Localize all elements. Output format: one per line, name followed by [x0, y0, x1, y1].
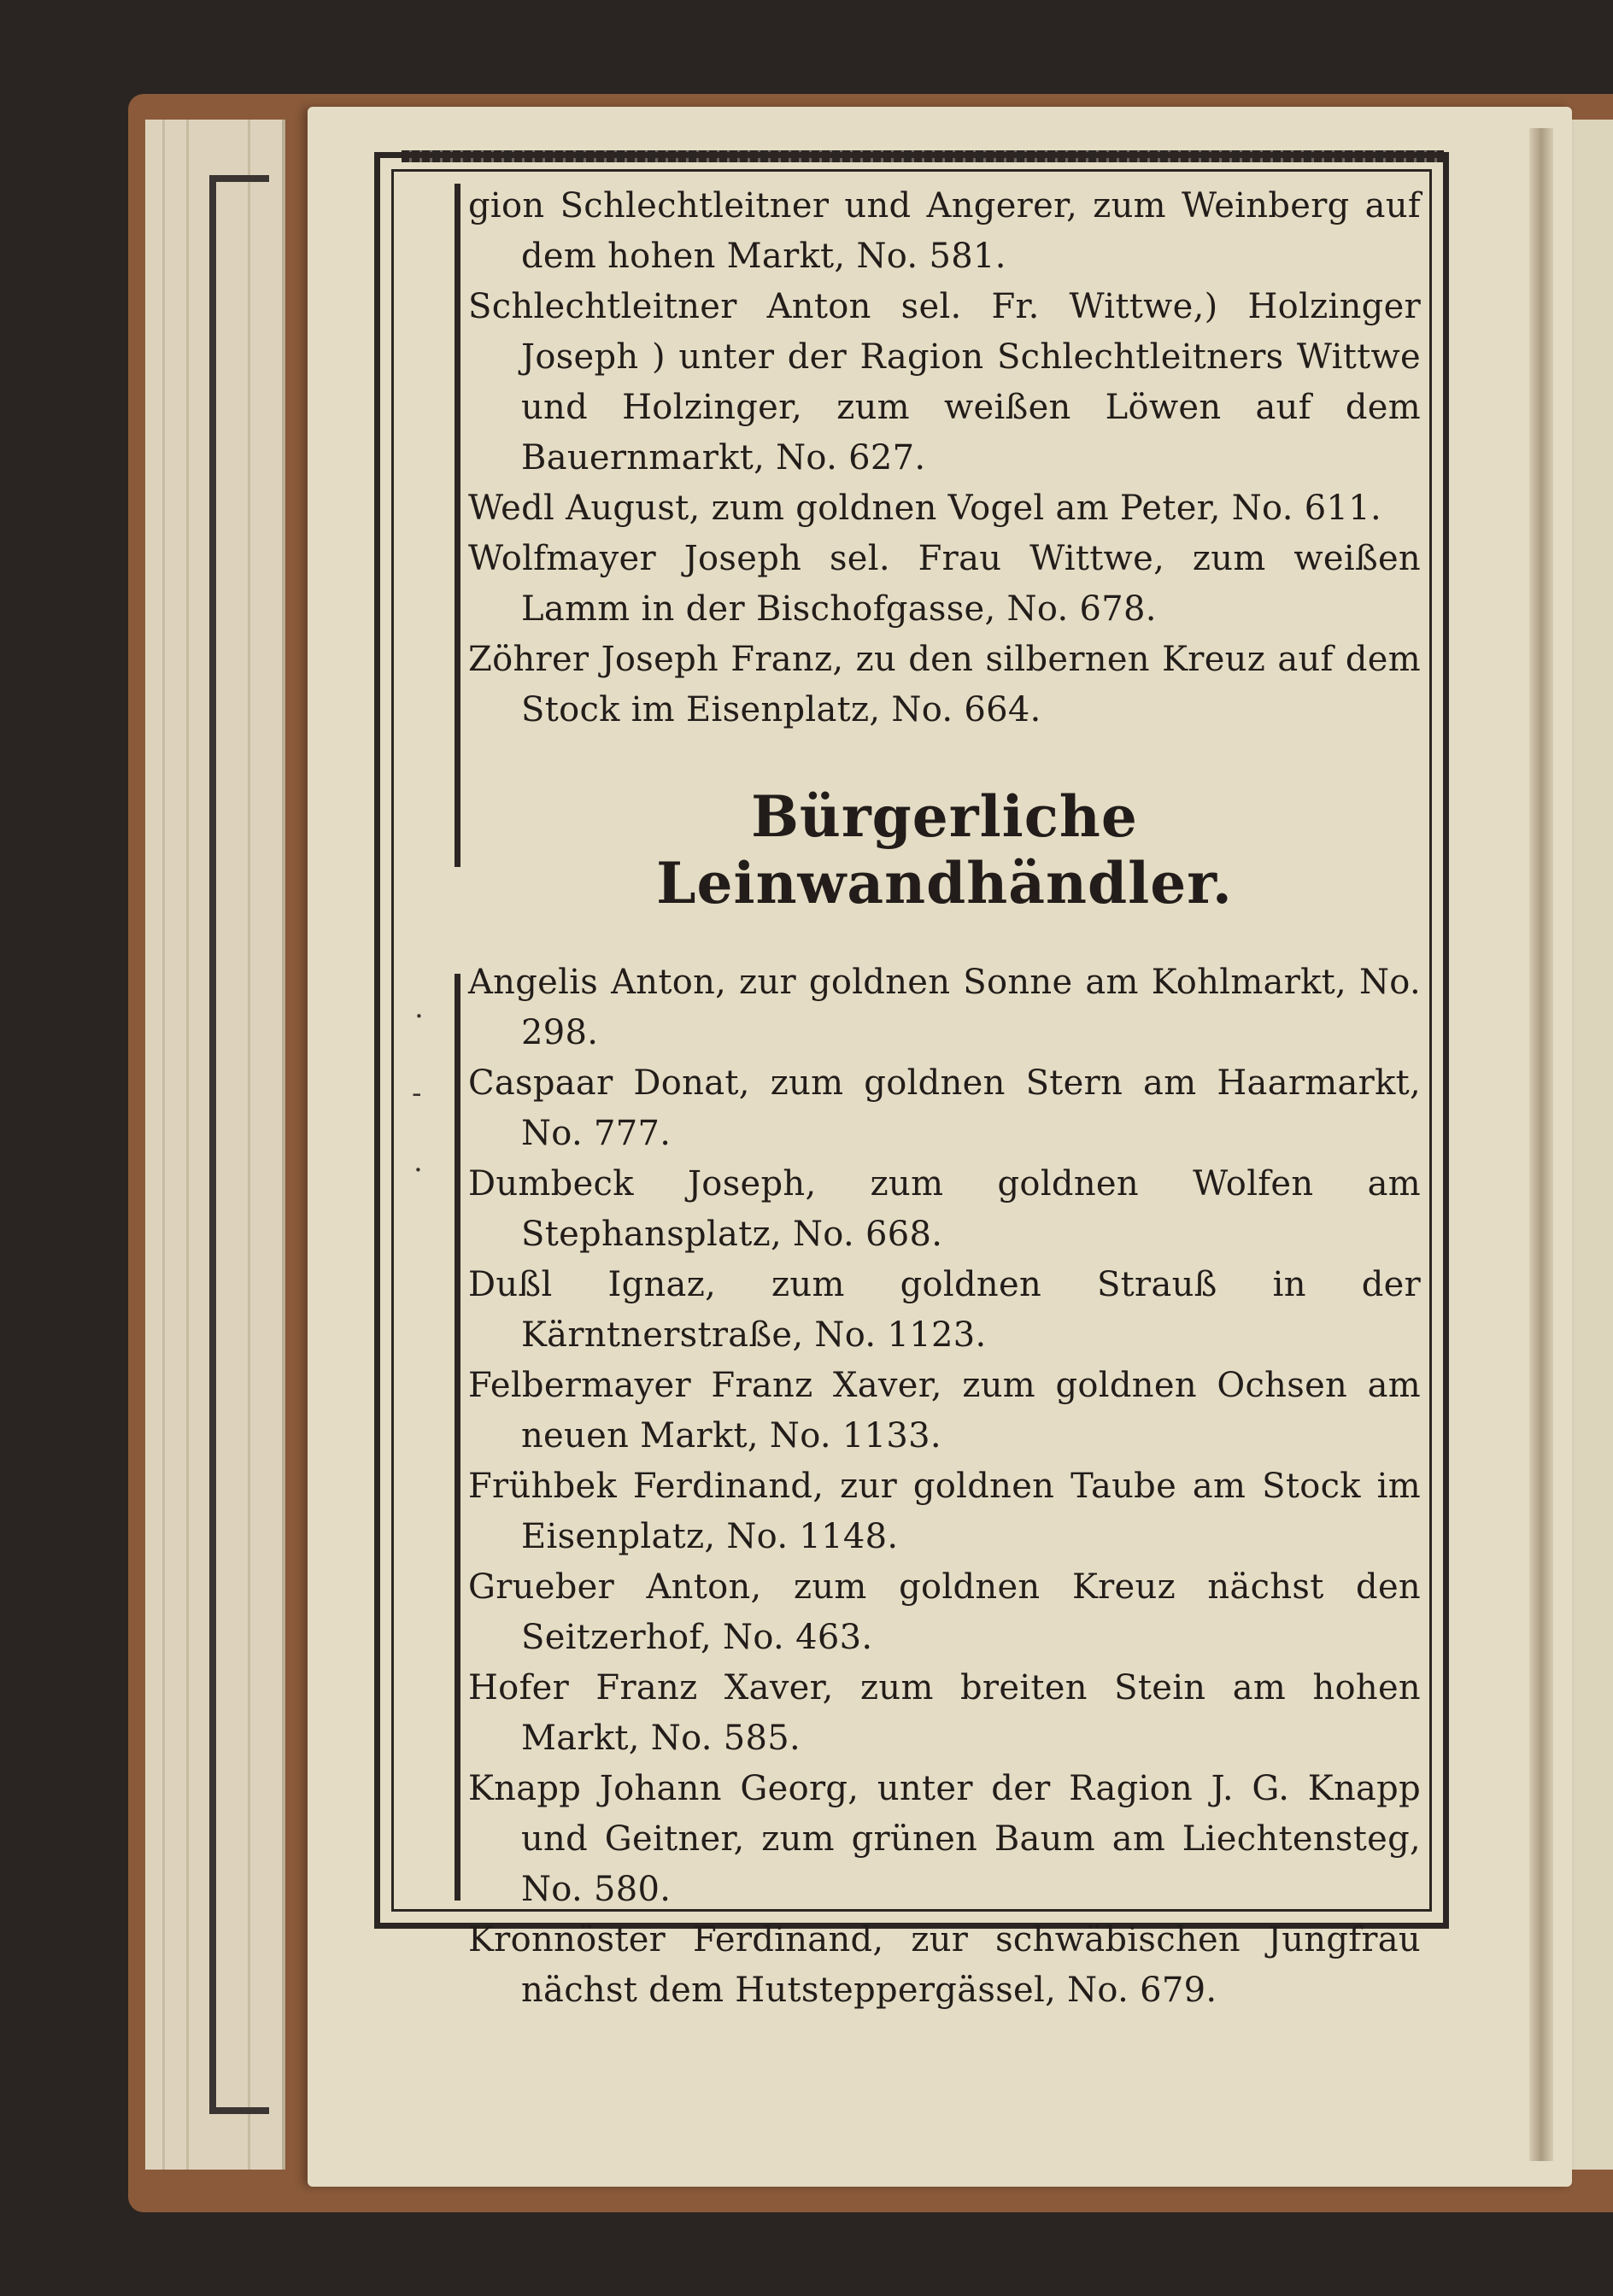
merchant-list-continued — [468, 181, 1421, 735]
linen-merchants-list — [468, 958, 1421, 2016]
list-entry: Zöhrer Joseph Franz, zu den silbernen Kreuz auf dem Stock im Eisenplatz, No. 664. — [468, 640, 1421, 729]
list-entry: Wolfmayer Joseph sel. Frau Wittwe, zum weißen Lamm in der Bischofgasse, No. 678. — [468, 539, 1421, 629]
margin-mark: . — [414, 991, 424, 1025]
list-entry: Hofer Franz Xaver, zum breiten Stein am hohen Markt, No. 585. — [468, 1668, 1421, 1758]
list-entry: Dumbeck Joseph, zum goldnen Wolfen am Stephansplatz, No. 668. — [468, 1164, 1421, 1254]
page-content — [468, 181, 1421, 2016]
section-heading: Bürgerliche Leinwandhändler. — [656, 783, 1233, 917]
margin-mark: - — [412, 1076, 422, 1110]
list-entry: gion Schlechtleitner und Angerer, zum Weinberg auf dem hohen Markt, No. 581. — [468, 186, 1421, 276]
list-entry: Kronnöster Ferdinand, zur schwäbischen Jungfrau nächst dem Hutsteppergässel, No. 679. — [468, 1920, 1421, 2010]
list-entry: Frühbek Ferdinand, zur goldnen Taube am Stock im Eisenplatz, No. 1148. — [468, 1467, 1421, 1556]
margin-mark: . — [414, 1145, 423, 1179]
list-entry: Dußl Ignaz, zum goldnen Strauß in der Kärntnerstraße, No. 1123. — [468, 1265, 1421, 1355]
list-entry: Angelis Anton, zur goldnen Sonne am Kohlmarkt, No. 298. — [468, 963, 1421, 1052]
list-entry: Caspaar Donat, zum goldnen Stern am Haarmarkt, No. 777. — [468, 1063, 1421, 1153]
page-gutter — [1529, 128, 1553, 2161]
list-entry: Felbermayer Franz Xaver, zum goldnen Ochsen am neuen Markt, No. 1133. — [468, 1366, 1421, 1456]
list-entry: Grueber Anton, zum goldnen Kreuz nächst den Seitzerhof, No. 463. — [468, 1567, 1421, 1657]
underlying-page-frame — [209, 175, 269, 2114]
page-edge-line — [162, 120, 165, 2170]
column-rule-upper — [455, 184, 460, 867]
page-edge-line — [186, 120, 189, 2170]
column-rule-lower — [455, 974, 460, 1901]
list-entry: Knapp Johann Georg, unter der Ragion J. G. Knapp und Geitner, zum grünen Baum am Liechtensteg, No. 580. — [468, 1769, 1421, 1909]
list-entry: Wedl August, zum goldnen Vogel am Peter, No. 611. — [468, 489, 1381, 528]
list-entry: Schlechtleitner Anton sel. Fr. Wittwe,) Holzinger Joseph ) unter der Ragion Schlechtleitners Wittwe und Holzinger, zum weißen Löwen auf dem Bauernmarkt, No. 627. — [468, 287, 1421, 477]
